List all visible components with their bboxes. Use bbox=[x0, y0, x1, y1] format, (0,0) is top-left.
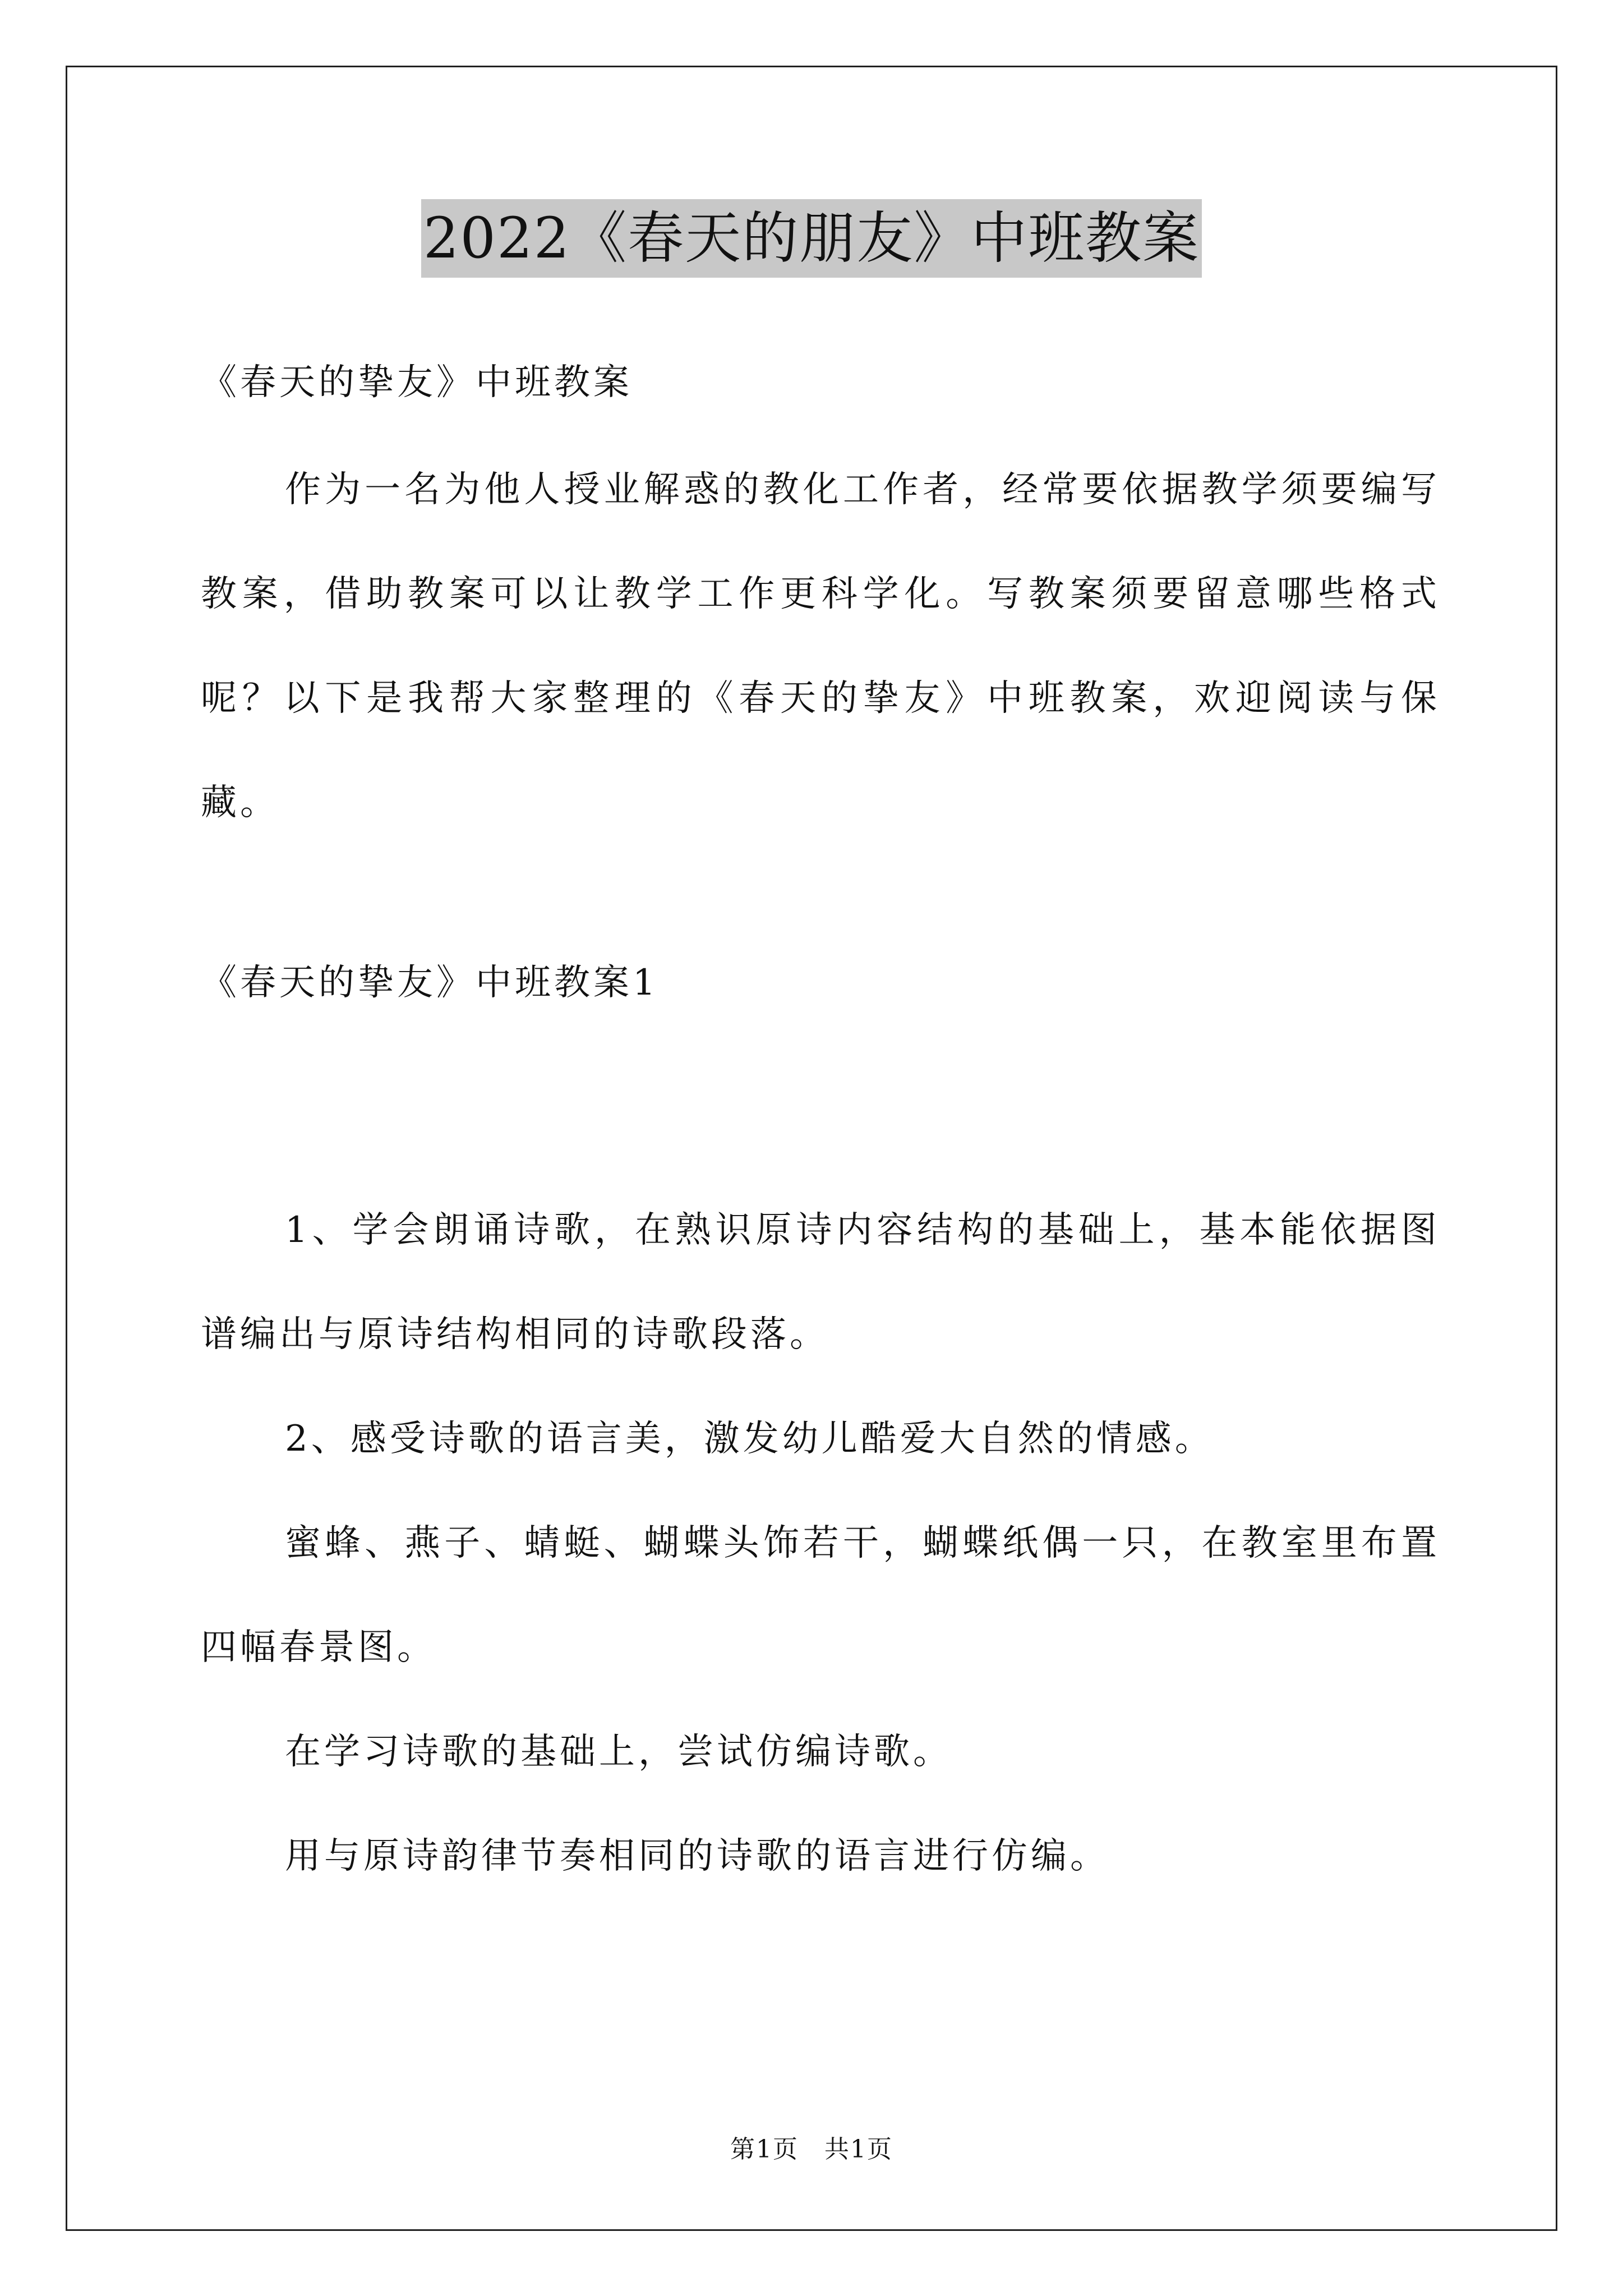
paragraph-5: 用与原诗韵律节奏相同的诗歌的语言进行仿编。 bbox=[285, 1835, 1109, 1877]
title-container bbox=[0, 199, 1623, 278]
document-title: 2022《春天的朋友》中班教案 bbox=[421, 199, 1202, 278]
paragraph-4: 在学习诗歌的基础上，尝试仿编诗歌。 bbox=[285, 1731, 952, 1773]
paragraph-3: 蜜蜂、燕子、蜻蜓、蝴蝶头饰若干，蝴蝶纸偶一只，在教室里布置四幅春景图。 bbox=[201, 1522, 1440, 1668]
section-heading: 《春天的挚友》中班教案1 bbox=[201, 962, 659, 1004]
document-subtitle: 《春天的挚友》中班教案 bbox=[201, 362, 633, 403]
paragraph-1: 1、学会朗诵诗歌，在熟识原诗内容结构的基础上，基本能依据图谱编出与原诗结构相同的诗歌段落。 bbox=[201, 1209, 1440, 1355]
intro-paragraph: 作为一名为他人授业解惑的教化工作者，经常要依据教学须要编写教案，借助教案可以让教学工作更科学化。写教案须要留意哪些格式呢？以下是我帮大家整理的《春天的挚友》中班教案，欢迎阅读与保藏。 bbox=[201, 469, 1440, 823]
page-footer: 第1页 共1页 bbox=[730, 2135, 893, 2164]
paragraph-2: 2、感受诗歌的语言美，激发幼儿酷爱大自然的情感。 bbox=[285, 1418, 1214, 1460]
